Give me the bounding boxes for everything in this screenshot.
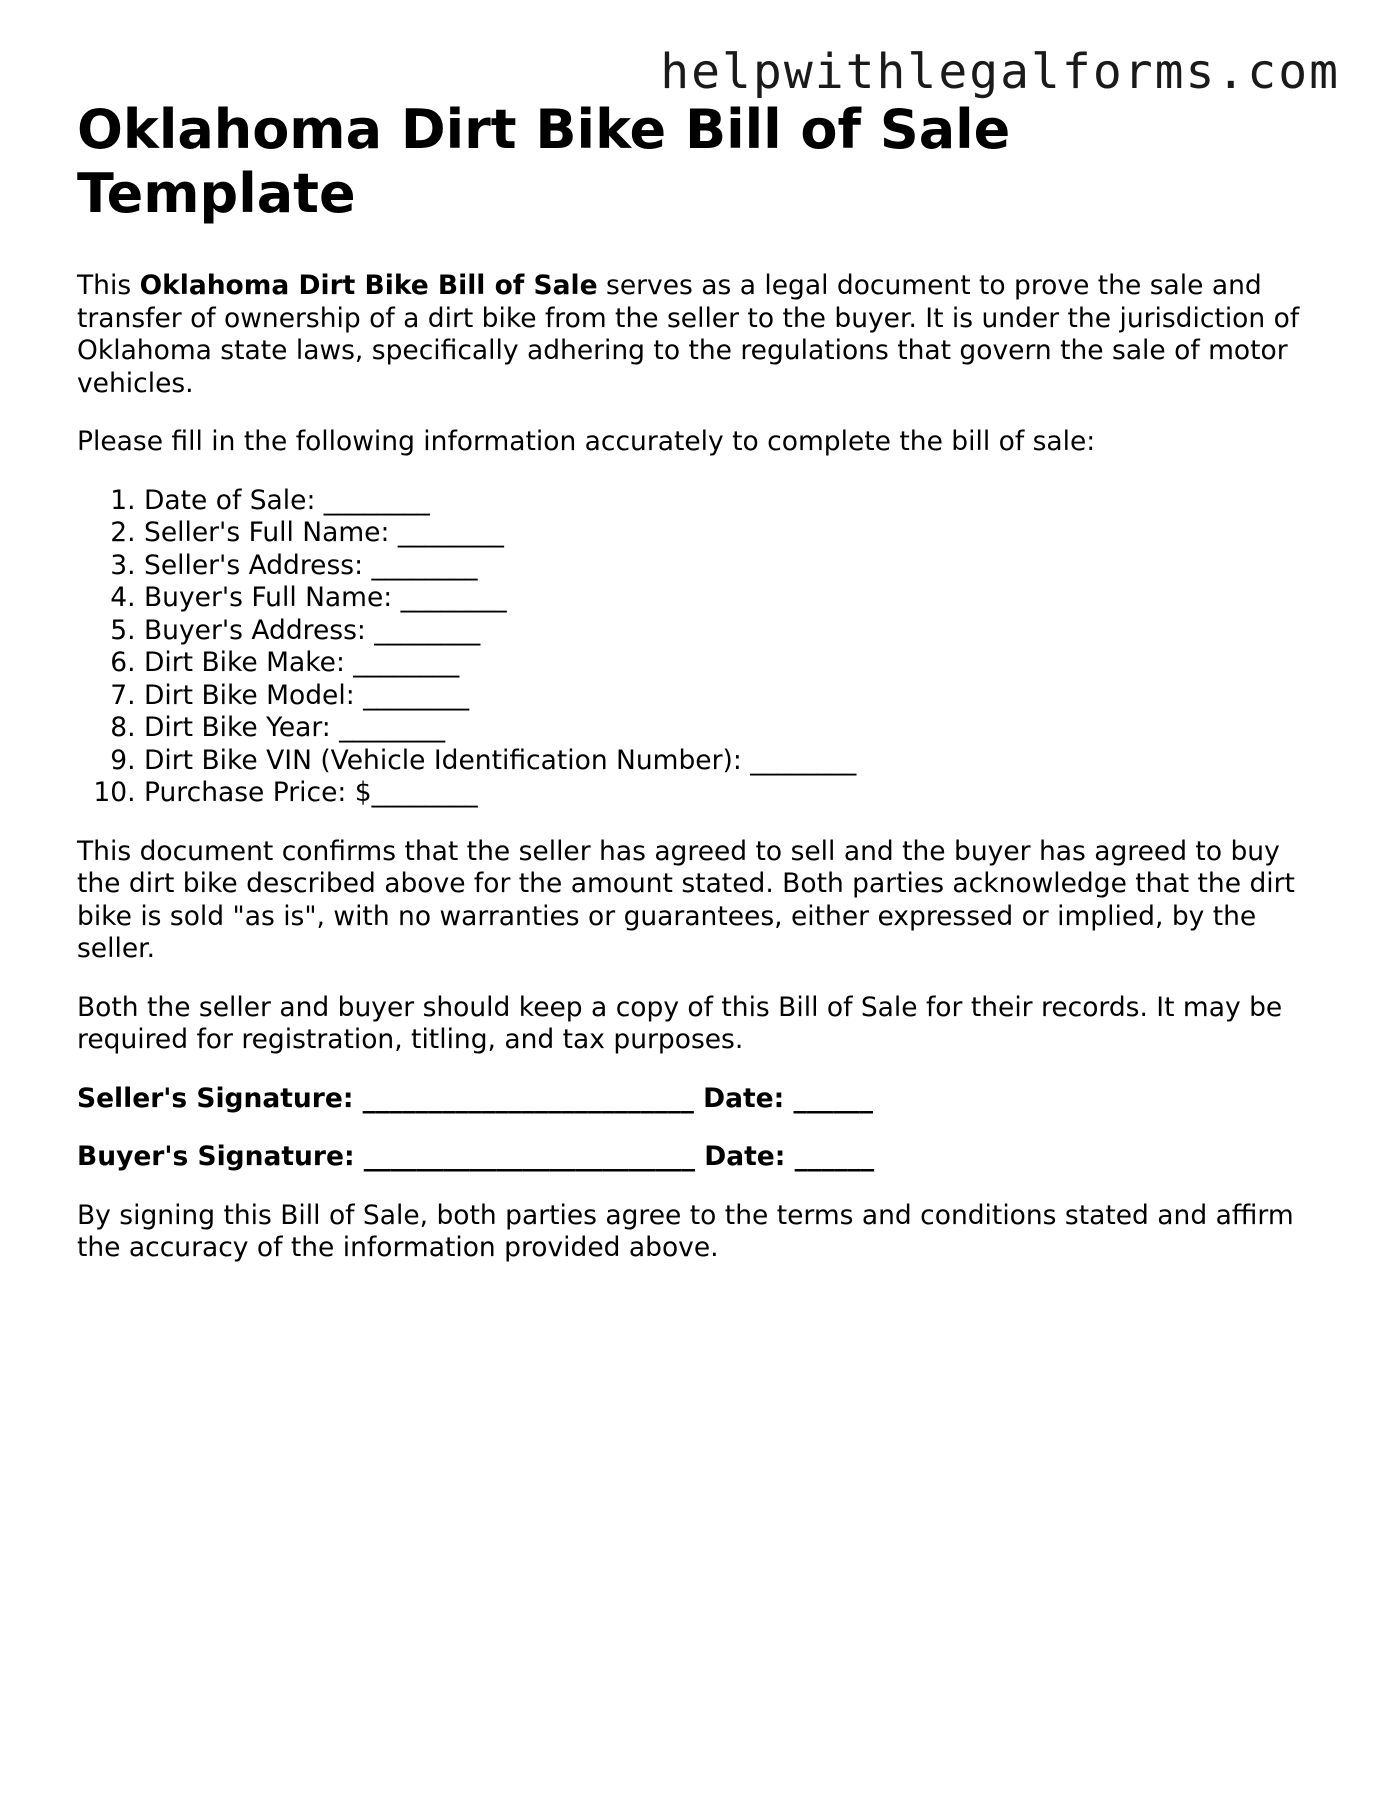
sale-fields-list [77,485,1327,810]
field-seller-address: 3. Seller's Address: ________ [144,550,1327,583]
field-buyer-name: 4. Buyer's Full Name: ________ [144,582,1327,615]
field-bike-vin: 9. Dirt Bike VIN (Vehicle Identification Number): ________ [144,745,1327,778]
field-bike-year: 8. Dirt Bike Year: ________ [144,712,1327,745]
closing-paragraph: By signing this Bill of Sale, both parties agree to the terms and conditions stated and affirm the accuracy of the information provided above. [77,1199,1294,1263]
records-paragraph: Both the seller and buyer should keep a copy of this Bill of Sale for their records. It may be required for registration, titling, and tax purposes. [77,991,1283,1055]
field-purchase-price: 10. Purchase Price: $________ [144,777,1327,810]
site-watermark: helpwithlegalforms.com [660,44,1340,100]
document-title: Oklahoma Dirt Bike Bill of Sale Template [77,98,1011,225]
field-date-of-sale: 1. Date of Sale: ________ [144,485,1327,518]
field-seller-name: 2. Seller's Full Name: ________ [144,517,1327,550]
buyer-signature-line: Buyer's Signature: _________________________ Date: ______ [77,1141,875,1172]
intro-paragraph [77,270,1327,400]
instructions-paragraph: Please fill in the following information accurately to complete the bill of sale: [77,426,1096,457]
confirmation-paragraph: This document confirms that the seller has agreed to sell and the buyer has agreed to buy the dirt bike described above for the amount stated. Both parties acknowledge that the dirt bike is sold "as is", with no warranties or guarantees, either expressed or implied, by the seller. [77,835,1295,964]
intro-suffix: serves as a legal document to prove the sale and transfer of ownership of a dirt bike from the seller to the buyer. It is under the jurisdiction of Oklahoma state laws, specifically adhering to the regulations that govern the sale of motor vehicles. [77,270,1300,399]
intro-prefix: This [77,270,140,301]
field-bike-make: 6. Dirt Bike Make: ________ [144,647,1327,680]
seller-signature-line: Seller's Signature: _________________________ Date: ______ [77,1082,873,1114]
intro-bold-title: Oklahoma Dirt Bike Bill of Sale [139,270,598,301]
field-bike-model: 7. Dirt Bike Model: ________ [144,680,1327,713]
document-body [77,98,1327,1265]
field-buyer-address: 5. Buyer's Address: ________ [144,615,1327,648]
